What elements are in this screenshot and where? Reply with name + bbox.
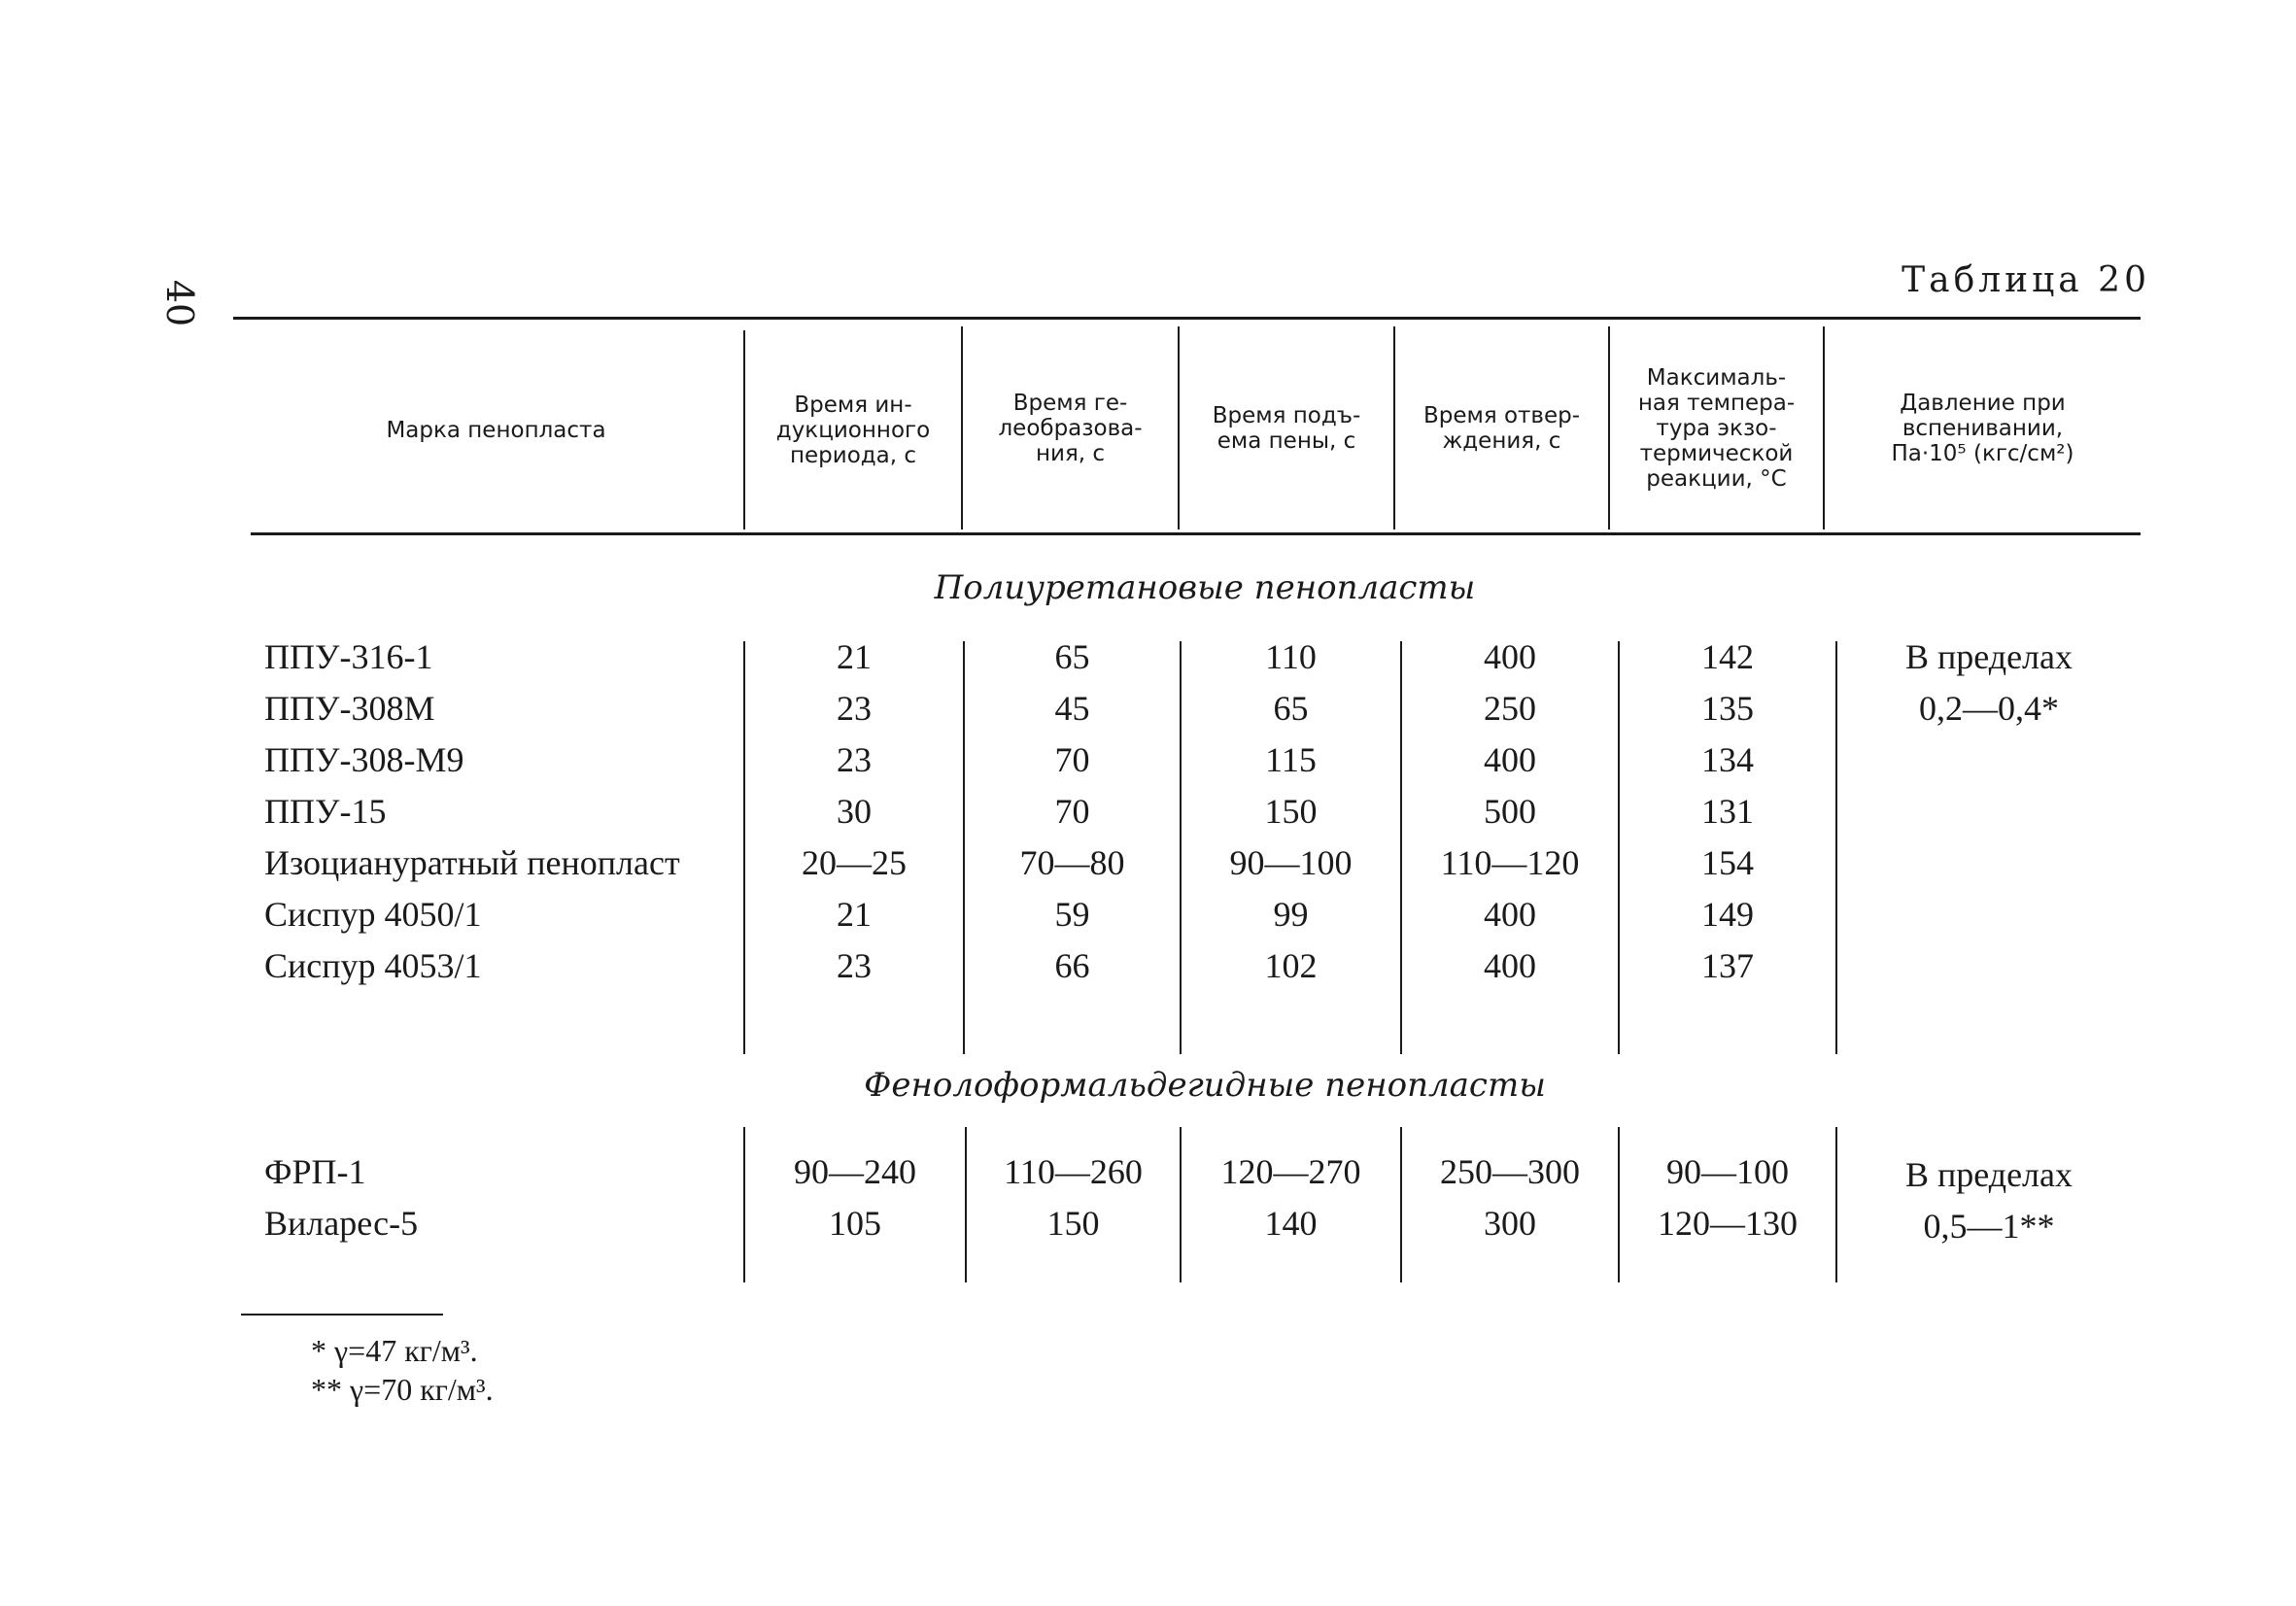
brand-name: Виларес-5 — [264, 1204, 419, 1243]
induction-value: 30 — [837, 792, 872, 831]
header-pressure — [1825, 326, 2141, 530]
temp-value: 142 — [1701, 637, 1754, 676]
temp-value: 137 — [1701, 946, 1754, 985]
cure-value: 500 — [1484, 792, 1536, 831]
footnote-rule — [241, 1314, 443, 1316]
temp-value: 134 — [1701, 740, 1754, 779]
rise-value: 65 — [1273, 689, 1309, 728]
rise-value: 115 — [1265, 740, 1317, 779]
temp-value: 131 — [1701, 792, 1754, 831]
gel-value: 70 — [1054, 792, 1090, 831]
cure-value: 300 — [1484, 1204, 1536, 1243]
header-temp-text: Максималь- ная темпера- тура экзо- термической реакции, °С — [1637, 364, 1796, 492]
header-bottom-rule — [251, 532, 2141, 535]
header-induction-period — [745, 330, 961, 530]
footnote-1: * γ=47 кг/м³. — [311, 1333, 478, 1368]
rise-value: 140 — [1264, 1204, 1318, 1243]
cure-value: 400 — [1484, 946, 1536, 985]
pressure-range-value: 0,2—0,4* — [1919, 689, 2059, 728]
pressure-range-label: В пределах — [1904, 637, 2073, 676]
header-pressure-text: Давление при вспенивании, Па·10⁵ (кгс/см²) — [1891, 390, 2074, 466]
gel-value: 70—80 — [1019, 843, 1125, 882]
table-top-rule — [233, 317, 2141, 320]
pressure-range-value: 0,5—1** — [1923, 1207, 2055, 1246]
header-cure-text: Время отвер- ждения, с — [1422, 402, 1581, 454]
brand-name: Сиспур 4053/1 — [264, 946, 482, 985]
brand-name: ППУ-308М — [264, 689, 435, 728]
header-gel-text: Время ге- леобразова- ния, с — [998, 390, 1143, 466]
temp-value: 149 — [1701, 895, 1754, 934]
gel-value: 66 — [1054, 946, 1090, 985]
rise-value: 150 — [1264, 792, 1318, 831]
brand-name: ППУ-308-М9 — [264, 740, 464, 779]
gel-value: 150 — [1046, 1204, 1100, 1243]
rise-value: 120—270 — [1220, 1152, 1361, 1191]
induction-value: 21 — [837, 895, 872, 934]
brand-name: Изоциануратный пенопласт — [264, 843, 680, 882]
header-rise-time — [1180, 326, 1393, 530]
brand-name: ППУ-316-1 — [264, 637, 433, 676]
header-max-temp — [1610, 326, 1823, 530]
rise-value: 110 — [1265, 637, 1317, 676]
temp-value: 90—100 — [1666, 1152, 1789, 1191]
induction-value: 21 — [837, 637, 872, 676]
pressure-range-label: В пределах — [1904, 1155, 2073, 1194]
induction-value: 90—240 — [794, 1152, 916, 1191]
column-divider — [1835, 1127, 1837, 1282]
gel-value: 65 — [1054, 637, 1090, 676]
brand-name: ППУ-15 — [264, 792, 387, 831]
header-cure-time — [1395, 326, 1608, 530]
brand-name: ФРП-1 — [264, 1152, 366, 1191]
header-brand — [251, 330, 741, 530]
temp-value: 154 — [1701, 843, 1754, 882]
header-induction-text: Время ин- дукционного периода, с — [775, 392, 931, 468]
cure-value: 250 — [1484, 689, 1536, 728]
gel-value: 59 — [1054, 895, 1090, 934]
induction-value: 105 — [829, 1204, 881, 1243]
brand-name: Сиспур 4050/1 — [264, 895, 482, 934]
induction-value: 23 — [837, 740, 872, 779]
table-caption: Таблица 20 — [1902, 260, 2150, 300]
footnote-2: ** γ=70 кг/м³. — [311, 1372, 494, 1407]
rise-value: 102 — [1264, 946, 1318, 985]
header-gel-time — [963, 326, 1178, 530]
induction-value: 23 — [837, 689, 872, 728]
induction-value: 20—25 — [802, 843, 907, 882]
page-number: 40 — [158, 279, 201, 327]
rise-value: 99 — [1273, 895, 1309, 934]
gel-value: 70 — [1054, 740, 1090, 779]
temp-value: 120—130 — [1658, 1204, 1798, 1243]
section-title-phenolic: Фенолоформальдегидные пенопласты — [864, 1066, 1546, 1105]
temp-value: 135 — [1701, 689, 1754, 728]
cure-value: 400 — [1484, 637, 1536, 676]
header-brand-text: Марка пенопласта — [386, 417, 606, 443]
gel-value: 45 — [1054, 689, 1090, 728]
rise-value: 90—100 — [1229, 843, 1353, 882]
gel-value: 110—260 — [1004, 1152, 1143, 1191]
cure-value: 110—120 — [1440, 843, 1580, 882]
induction-value: 23 — [837, 946, 872, 985]
cure-value: 250—300 — [1440, 1152, 1580, 1191]
cure-value: 400 — [1484, 740, 1536, 779]
header-rise-text: Время подъ- ема пены, с — [1212, 402, 1361, 454]
cure-value: 400 — [1484, 895, 1536, 934]
section-title-polyurethane: Полиуретановые пенопласты — [934, 568, 1476, 607]
